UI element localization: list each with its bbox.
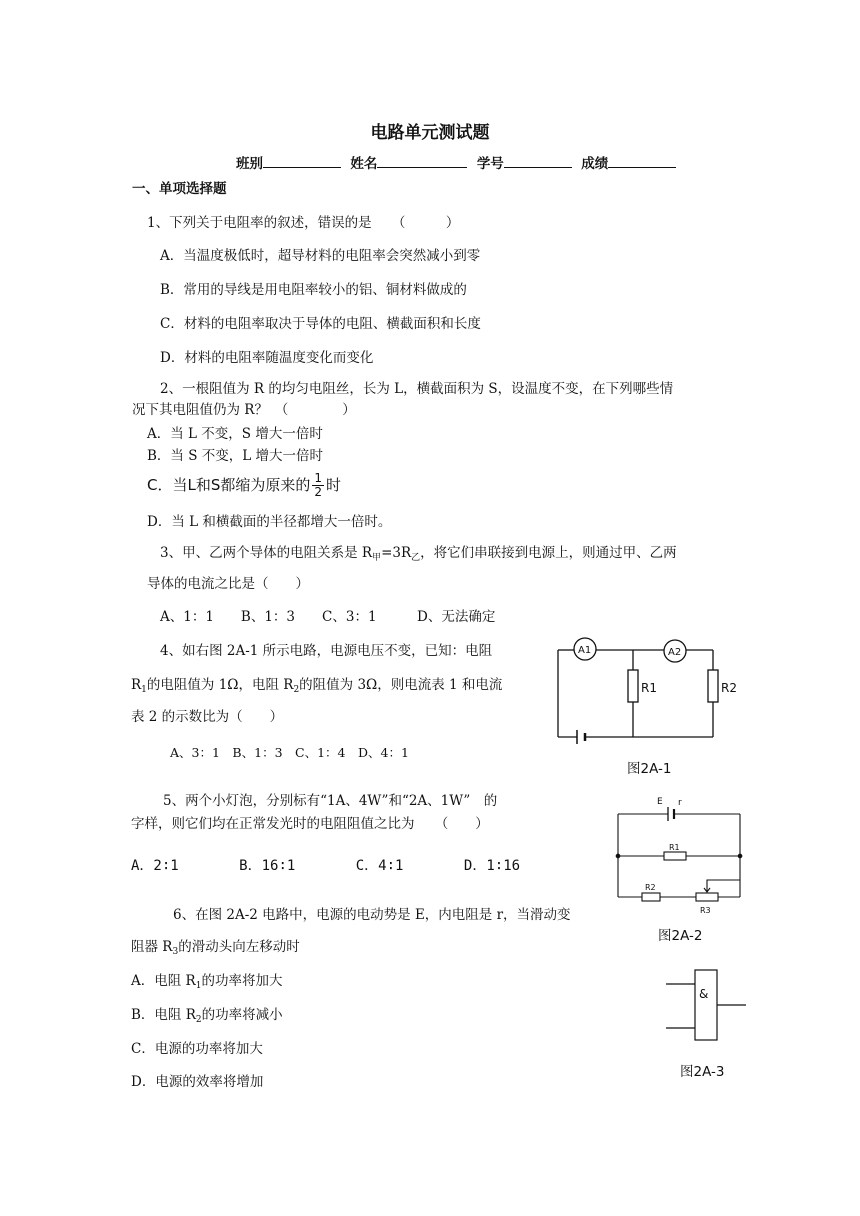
q6-sub-3: 3 xyxy=(172,947,179,957)
q6-option-b-sub: 2 xyxy=(195,1015,202,1025)
q6-option-c: C．电源的功率将加大 xyxy=(131,1041,263,1057)
q5-option-c: C．4∶1 xyxy=(355,858,404,874)
e-label: E xyxy=(657,797,663,807)
class-blank[interactable] xyxy=(263,154,341,168)
figure-2a-2-caption: 图2A-2 xyxy=(658,928,703,944)
svg-text:R2 xyxy=(721,681,737,695)
svg-text:R1 xyxy=(641,681,657,695)
svg-text:A2 xyxy=(668,647,681,658)
class-label: 班别 xyxy=(236,156,263,172)
q4-text-c: 的阻值为 3Ω，则电流表 1 和电流 xyxy=(299,677,503,693)
q4-text-a: R xyxy=(131,677,142,693)
figure-2a-3-caption: 图2A-3 xyxy=(680,1064,725,1080)
q5-option-d: D．1∶16 xyxy=(463,858,521,874)
a2-label: A2 xyxy=(668,647,682,658)
q5-option-b: B．16∶1 xyxy=(239,858,296,874)
q2-option-c-text: C．当L和S都缩为原来的 xyxy=(147,476,311,494)
q1-option-c: C．材料的电阻率取决于导体的电阻、横截面积和长度 xyxy=(160,316,481,332)
figure-2a-1-caption: 图2A-1 xyxy=(627,761,672,777)
section-heading: 一、单项选择题 xyxy=(132,181,227,197)
svg-text:r xyxy=(678,798,682,808)
q3-stem-line1 xyxy=(160,544,677,567)
q3-stem-line2: 导体的电流之比是（ ） xyxy=(147,576,309,592)
a1-label: A1 xyxy=(578,645,592,656)
page-title: 电路单元测试题 xyxy=(370,123,490,143)
svg-text:R2 xyxy=(645,883,656,892)
q6-stem-line1: 6、在图 2A-2 电路中，电源的电动势是 E，内电阻是 r，当滑动变 xyxy=(173,907,571,923)
q4-stem-line3: 表 2 的示数比为（ ） xyxy=(131,709,284,725)
q1-option-a: A．当温度极低时，超导材料的电阻率会突然减小到零 xyxy=(160,248,481,264)
q6-option-b-text: B．电阻 R xyxy=(131,1007,196,1023)
q4-stem-line2 xyxy=(131,676,502,699)
q6-text-b: 的滑动头向左移动时 xyxy=(178,939,300,955)
fig2-r2-label: R2 xyxy=(645,883,656,892)
q3-sub-yi: 乙 xyxy=(411,553,421,563)
q6-text-a: 阻器 R xyxy=(131,939,173,955)
fraction-half xyxy=(312,472,324,499)
q6-option-b xyxy=(131,1006,283,1029)
figure-2a-1 xyxy=(553,636,753,746)
q4-text-b: 的电阻值为 1Ω，电阻 R xyxy=(146,677,294,693)
q2-option-b: B．当 S 不变，L 增大一倍时 xyxy=(147,448,324,464)
q3-sub-jia: 甲 xyxy=(372,553,382,563)
q4-options: A、3：1 B、1：3 C、1：4 D、4：1 xyxy=(170,745,409,760)
r1-label: R1 xyxy=(641,681,657,695)
fig2-r3-label: R3 xyxy=(700,906,711,915)
q2-option-c xyxy=(147,472,341,499)
q6-option-d: D．电源的效率将增加 xyxy=(131,1074,264,1090)
fig2-r1-label: R1 xyxy=(669,843,680,852)
fraction-denominator: 2 xyxy=(314,485,322,499)
q5-stem-line1: 5、两个小灯泡，分别标有“1A、4W”和“2A、1W” 的 xyxy=(163,793,498,809)
q3-text-a: 3、甲、乙两个导体的电阻关系是 R xyxy=(160,545,373,561)
name-label: 姓名 xyxy=(350,156,378,172)
q6-option-a-sub: 1 xyxy=(195,981,202,991)
q2-stem-line1: 2、一根阻值为 R 的均匀电阻丝，长为 L，横截面积为 S，设温度不变，在下列哪些情 xyxy=(160,381,674,397)
q3-options: A、1：1 B、1：3 C、3：1 D、无法确定 xyxy=(160,609,496,625)
q1-stem: 1、下列关于电阻率的叙述，错误的是 （ ） xyxy=(147,215,460,231)
and-symbol: & xyxy=(699,987,709,1001)
q5-options xyxy=(131,857,520,875)
svg-text:R3 xyxy=(700,906,711,915)
q2-option-a: A．当 L 不变，S 增大一倍时 xyxy=(147,426,323,442)
q6-stem-line2 xyxy=(131,938,300,961)
svg-text:A1 xyxy=(578,645,591,656)
q1-option-b: B．常用的导线是用电阻率较小的铝、铜材料做成的 xyxy=(160,282,467,298)
q2-option-d: D．当 L 和横截面的半径都增大一倍时。 xyxy=(147,514,392,530)
q6-option-a xyxy=(131,972,282,995)
q3-text-b: =3R xyxy=(381,545,412,561)
figure-2a-3 xyxy=(664,968,748,1048)
r2-label: R2 xyxy=(721,681,737,695)
q6-option-a-suffix: 的功率将加大 xyxy=(201,973,283,989)
q3-text-c: ，将它们串联接到电源上，则通过甲、乙两 xyxy=(420,545,677,561)
q4-sub-1: 1 xyxy=(141,685,147,695)
q2-option-c-suffix: 时 xyxy=(326,476,342,494)
q5-option-a: A．2∶1 xyxy=(131,858,179,874)
student-id-blank[interactable] xyxy=(504,154,572,168)
student-id-label: 学号 xyxy=(476,156,504,172)
score-label: 成绩 xyxy=(581,156,609,172)
q6-option-b-suffix: 的功率将减小 xyxy=(201,1007,283,1023)
and-gate-icon xyxy=(695,970,717,1040)
header-fields xyxy=(236,154,676,173)
r-label: r xyxy=(678,798,682,808)
score-blank[interactable] xyxy=(608,154,676,168)
q6-option-a-text: A．电阻 R xyxy=(131,973,196,989)
svg-text:E xyxy=(657,797,663,807)
svg-text:R1 xyxy=(669,843,680,852)
q2-stem-line2: 况下其电阻值仍为 R？ （ ） xyxy=(132,402,356,418)
q4-sub-2: 2 xyxy=(293,685,300,695)
q1-option-d: D．材料的电阻率随温度变化而变化 xyxy=(160,350,374,366)
svg-text:& xyxy=(699,987,708,1001)
figure-2a-2 xyxy=(612,792,752,916)
q4-stem-line1: 4、如右图 2A-1 所示电路，电源电压不变，已知：电阻 xyxy=(160,643,493,659)
fraction-numerator: 1 xyxy=(314,471,322,485)
q5-stem-line2: 字样，则它们均在正常发光时的电阻阻值之比为 （ ） xyxy=(131,816,489,832)
name-blank[interactable] xyxy=(377,154,467,168)
